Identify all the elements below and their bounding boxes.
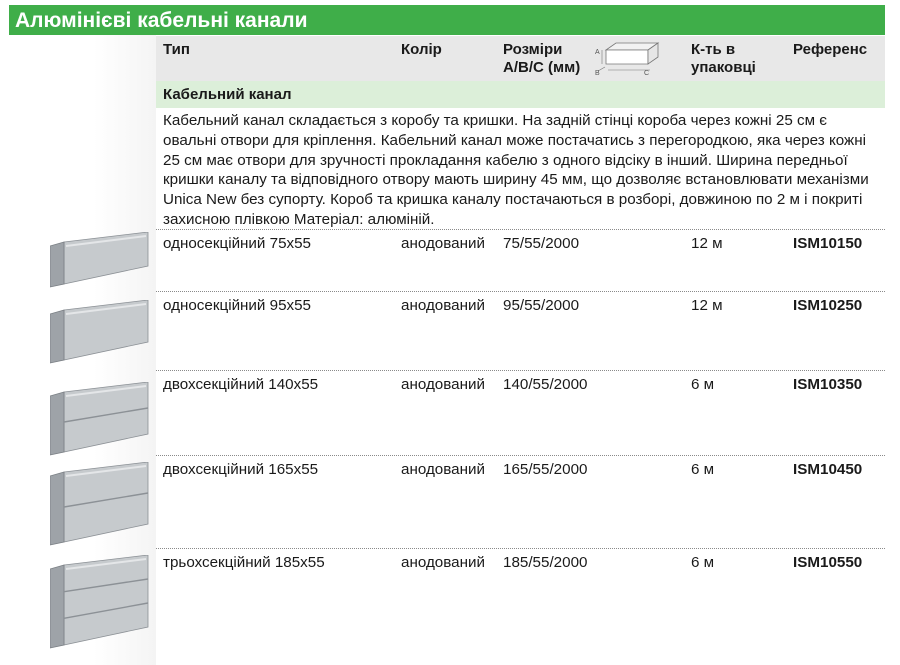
row-type: односекційний 75x55 — [163, 235, 312, 252]
cable-channel-image — [50, 382, 150, 456]
row-dimensions: 185/55/2000 — [503, 554, 588, 571]
row-type: двохсекційний 165x55 — [163, 461, 319, 478]
cable-channel-image — [50, 232, 150, 288]
header-dimensions-line1: Розміри — [503, 41, 563, 58]
row-quantity: 6 м — [691, 461, 715, 478]
row-reference: ISM10550 — [793, 554, 863, 571]
row-reference: ISM10150 — [793, 235, 863, 252]
table-header — [156, 36, 885, 81]
row-type: односекційний 95x55 — [163, 297, 312, 314]
cable-channel-image — [50, 300, 150, 364]
cable-channel-image — [50, 555, 150, 649]
cable-channel-image — [50, 462, 150, 546]
row-quantity: 12 м — [691, 235, 723, 252]
row-dimensions: 95/55/2000 — [503, 297, 580, 314]
table-row — [156, 229, 885, 252]
section-description: Кабельний канал складається з коробу та кришки. На задній стінці короба через кожні 25 см є овальні отвори для кріплення. Кабельний канал може постачатись з перегородкою, яка через кожні 25 см має отвори для зручності прокладання кабелю з одного відсіку в інший. Ширина передньої кришки каналу та відповідного отвору мають ширину 45 мм, що дозволяє встановлювати механізми Unica New без супорту. Короб та кришка каналу постачаються в розборі, довжиною по 2 м і покриті захисною плівкою Матеріал: алюміній. — [163, 112, 869, 228]
header-color: Колір — [401, 41, 442, 58]
row-quantity: 6 м — [691, 554, 715, 571]
dim-label-a: A — [595, 49, 600, 56]
table-row — [156, 291, 885, 314]
header-quantity-line1: К-ть в — [691, 41, 736, 58]
header-dimensions-line2: А/В/С (мм) — [503, 59, 581, 76]
header-dimensions — [503, 41, 580, 77]
dim-label-b: B — [595, 70, 600, 76]
header-quantity — [691, 41, 756, 77]
row-dimensions: 165/55/2000 — [503, 461, 588, 478]
row-color: анодований — [401, 376, 485, 393]
row-color: анодований — [401, 554, 485, 571]
header-quantity-line2: упаковці — [691, 59, 756, 76]
section-label: Кабельний канал — [163, 86, 292, 103]
title-bar — [9, 5, 885, 35]
row-quantity: 6 м — [691, 376, 715, 393]
row-dimensions: 140/55/2000 — [503, 376, 588, 393]
row-color: анодований — [401, 235, 485, 252]
page-title: Алюмінієві кабельні канали — [15, 9, 308, 32]
dimension-diagram-icon — [594, 40, 662, 76]
row-color: анодований — [401, 297, 485, 314]
row-dimensions: 75/55/2000 — [503, 235, 580, 252]
row-color: анодований — [401, 461, 485, 478]
header-type: Тип — [163, 41, 190, 58]
table-row — [156, 548, 885, 571]
table-row — [156, 455, 885, 478]
row-reference: ISM10350 — [793, 376, 863, 393]
header-reference: Референс — [793, 41, 868, 58]
row-reference: ISM10250 — [793, 297, 863, 314]
dim-label-c: C — [644, 70, 650, 76]
row-type: двохсекційний 140x55 — [163, 376, 319, 393]
row-type: трьохсекційний 185x55 — [163, 554, 325, 571]
row-reference: ISM10450 — [793, 461, 863, 478]
row-quantity: 12 м — [691, 297, 723, 314]
section-heading-row — [156, 81, 885, 108]
table-row — [156, 370, 885, 393]
